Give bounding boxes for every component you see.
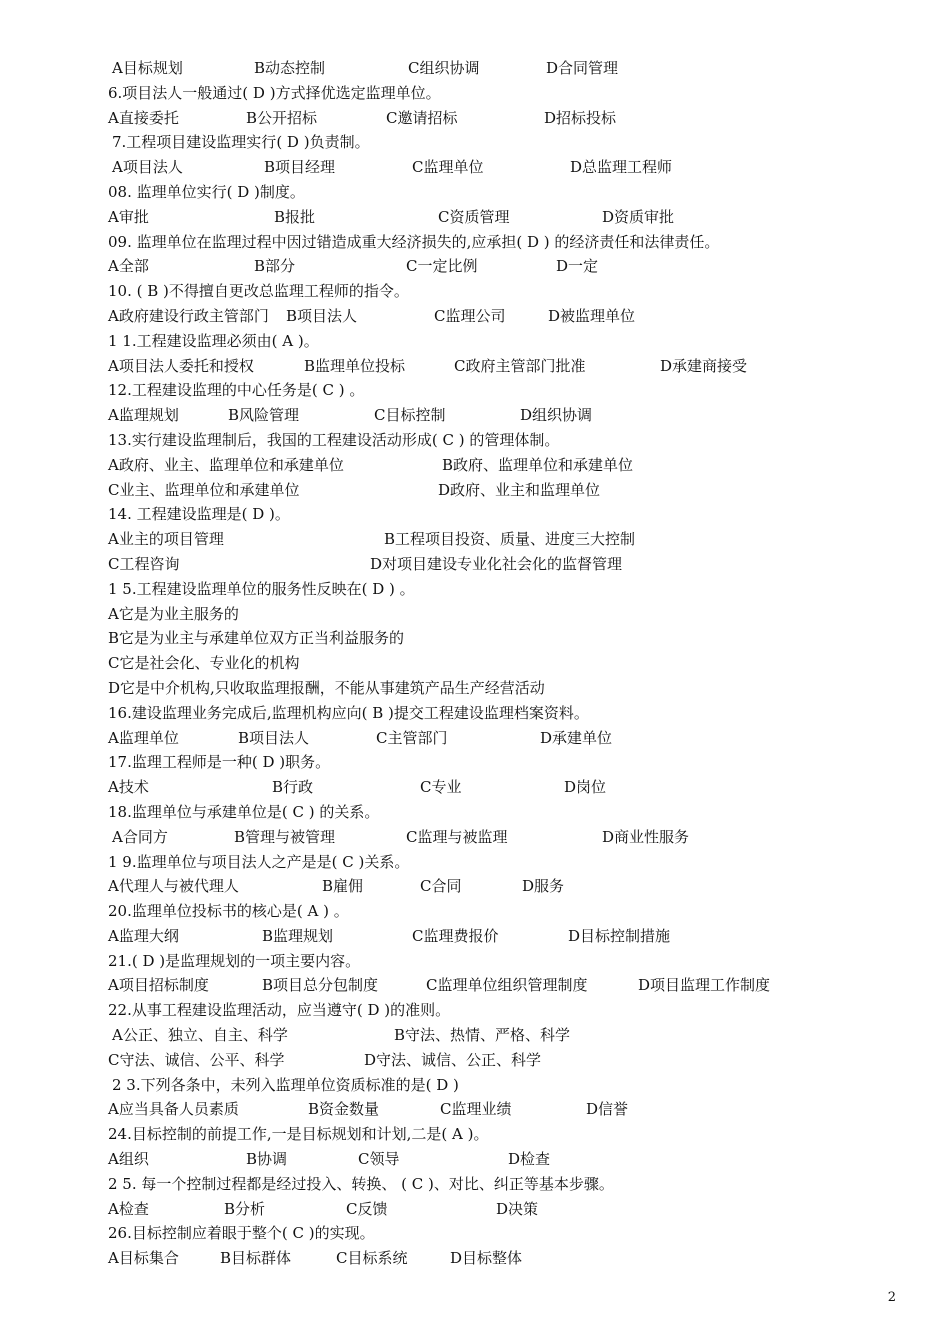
text-line <box>108 577 908 602</box>
text-line <box>108 1221 908 1246</box>
text-segment: B守法、热情、严格、科学 <box>394 1026 571 1045</box>
text-line <box>108 1147 908 1172</box>
text-segment: 24.目标控制的前提工作,一是目标规划和计划,二是( A )。 <box>108 1125 489 1144</box>
text-line <box>108 1073 908 1098</box>
text-segment: B工程项目投资、质量、进度三大控制 <box>384 530 636 549</box>
text-segment: B项目总分包制度 <box>262 976 379 995</box>
text-line <box>108 428 908 453</box>
text-line <box>108 602 908 627</box>
text-segment: A监理大纲 <box>108 926 179 945</box>
text-line <box>108 552 908 577</box>
text-segment: 2 3.下列各条中，未列入监理单位资质标准的是( D ) <box>112 1075 459 1094</box>
text-segment: D总监理工程师 <box>570 158 673 177</box>
text-segment: D承建商接受 <box>660 356 748 375</box>
text-segment: D政府、业主和监理单位 <box>438 480 601 499</box>
text-segment: C工程咨询 <box>108 554 180 573</box>
text-line <box>108 478 908 503</box>
text-segment: B政府、监理单位和承建单位 <box>442 455 634 474</box>
text-segment: C一定比例 <box>406 257 478 276</box>
text-line <box>108 403 908 428</box>
text-line <box>108 354 908 379</box>
text-segment: 20.监理单位投标书的核心是( A ) 。 <box>108 902 349 921</box>
text-line <box>108 1048 908 1073</box>
text-segment: 22.从事工程建设监理活动，应当遵守( D )的准则。 <box>108 1001 451 1020</box>
text-line <box>108 180 908 205</box>
text-segment: A代理人与被代理人 <box>108 877 239 896</box>
text-segment: A组织 <box>108 1150 149 1169</box>
text-segment: B动态控制 <box>254 59 326 77</box>
text-segment: A项目法人委托和授权 <box>108 356 254 375</box>
text-segment: A合同方 <box>112 827 168 846</box>
text-segment: D信誉 <box>586 1100 629 1119</box>
text-segment: C业主、监理单位和承建单位 <box>108 480 300 499</box>
text-segment: D合同管理 <box>546 59 619 77</box>
text-line <box>108 1023 908 1048</box>
text-segment: A项目法人 <box>112 158 183 177</box>
text-segment: D被监理单位 <box>548 306 636 325</box>
text-segment: D目标整体 <box>450 1249 523 1268</box>
text-line <box>108 899 908 924</box>
text-segment: A检查 <box>108 1199 149 1218</box>
text-segment: C它是社会化、专业化的机构 <box>108 654 300 673</box>
text-segment: A目标规划 <box>112 59 183 77</box>
text-line <box>108 850 908 875</box>
text-line <box>108 527 908 552</box>
text-segment: B监理单位投标 <box>304 356 406 375</box>
text-segment: B项目法人 <box>238 728 310 747</box>
text-line <box>108 279 908 304</box>
text-segment: D决策 <box>496 1199 539 1218</box>
text-segment: C反馈 <box>346 1199 388 1218</box>
text-segment: 6.项目法人一般通过( D )方式择优选定监理单位。 <box>108 83 441 102</box>
text-segment: B行政 <box>272 778 314 797</box>
text-segment: D对项目建设专业化社会化的监督管理 <box>370 554 623 573</box>
text-segment: 16.建设监理业务完成后,监理机构应向( B )提交工程建设监理档案资料。 <box>108 703 589 722</box>
text-segment: A政府建设行政主管部门 <box>108 306 269 325</box>
text-line <box>108 130 908 155</box>
text-segment: C监理公司 <box>434 306 506 325</box>
text-segment: C组织协调 <box>408 59 480 77</box>
text-segment: C邀请招标 <box>386 108 458 127</box>
text-segment: A项目招标制度 <box>108 976 209 995</box>
text-segment: D招标投标 <box>544 108 617 127</box>
text-segment: A技术 <box>108 778 149 797</box>
text-segment: C监理费报价 <box>412 926 499 945</box>
text-segment: A监理规划 <box>108 406 179 425</box>
text-line <box>108 1246 908 1271</box>
text-line <box>108 106 908 131</box>
text-segment: D资质审批 <box>602 207 675 226</box>
text-line <box>108 329 908 354</box>
text-segment: 13.实行建设监理制后，我国的工程建设活动形成( C ) 的管理体制。 <box>108 430 560 449</box>
text-line <box>108 230 908 255</box>
text-line <box>108 626 908 651</box>
text-segment: 1 5.工程建设监理单位的服务性反映在( D ) 。 <box>108 579 415 598</box>
text-line <box>108 726 908 751</box>
text-segment: C领导 <box>358 1150 400 1169</box>
text-segment: 12.工程建设监理的中心任务是( C ) 。 <box>108 381 365 400</box>
text-segment: 1 9.监理单位与项目法人之产是是( C )关系。 <box>108 852 410 871</box>
text-segment: A审批 <box>108 207 149 226</box>
text-segment: D项目监理工作制度 <box>638 976 771 995</box>
text-segment: A全部 <box>108 257 149 276</box>
text-segment: B雇佣 <box>322 877 364 896</box>
text-segment: C目标系统 <box>336 1249 408 1268</box>
text-segment: C合同 <box>420 877 462 896</box>
text-segment: D守法、诚信、公正、科学 <box>364 1050 542 1069</box>
text-segment: D商业性服务 <box>602 827 690 846</box>
text-line <box>108 949 908 974</box>
text-line <box>108 825 908 850</box>
text-segment: D一定 <box>556 257 599 276</box>
text-segment: A政府、业主、监理单位和承建单位 <box>108 455 344 474</box>
text-segment: B分析 <box>224 1199 266 1218</box>
text-segment: C监理单位 <box>412 158 484 177</box>
text-segment: B项目经理 <box>264 158 336 177</box>
text-line <box>108 750 908 775</box>
text-segment: B监理规划 <box>262 926 334 945</box>
text-segment: B协调 <box>246 1150 288 1169</box>
text-segment: D目标控制措施 <box>568 926 671 945</box>
text-segment: B报批 <box>274 207 316 226</box>
text-line <box>108 378 908 403</box>
text-segment: C监理业绩 <box>440 1100 512 1119</box>
text-line <box>108 998 908 1023</box>
text-segment: B部分 <box>254 257 296 276</box>
text-line <box>108 205 908 230</box>
text-segment: B管理与被管理 <box>234 827 336 846</box>
text-line <box>108 304 908 329</box>
text-segment: B风险管理 <box>228 406 300 425</box>
text-segment: 21.( D )是监理规划的一项主要内容。 <box>108 951 361 970</box>
text-segment: 14. 工程建设监理是( D )。 <box>108 505 290 524</box>
text-segment: C主管部门 <box>376 728 448 747</box>
text-segment: D服务 <box>522 877 565 896</box>
text-line <box>108 924 908 949</box>
text-segment: 08. 监理单位实行( D )制度。 <box>108 182 305 201</box>
text-line <box>108 651 908 676</box>
text-segment: B目标群体 <box>220 1249 292 1268</box>
text-line <box>108 1197 908 1222</box>
text-segment: D岗位 <box>564 778 607 797</box>
text-line <box>108 775 908 800</box>
text-segment: A直接委托 <box>108 108 179 127</box>
text-line <box>108 701 908 726</box>
page-number: 2 <box>887 1290 896 1305</box>
text-line <box>108 453 908 478</box>
text-segment: 18.监理单位与承建单位是( C ) 的关系。 <box>108 802 380 821</box>
text-segment: C监理与被监理 <box>406 827 508 846</box>
text-segment: C监理单位组织管理制度 <box>426 976 588 995</box>
text-segment: C政府主管部门批准 <box>454 356 586 375</box>
text-line <box>108 81 908 106</box>
text-line <box>108 973 908 998</box>
text-line <box>108 155 908 180</box>
text-line <box>108 1172 908 1197</box>
text-segment: 7.工程项目建设监理实行( D )负责制。 <box>112 133 370 152</box>
text-segment: 1 1.工程建设监理必须由( A )。 <box>108 331 319 350</box>
text-segment: B它是为业主与承建单位双方正当利益服务的 <box>108 629 405 648</box>
text-segment: C资质管理 <box>438 207 510 226</box>
text-segment: C守法、诚信、公平、科学 <box>108 1050 285 1069</box>
text-segment: 10. ( B )不得擅自更改总监理工程师的指令。 <box>108 282 409 301</box>
text-line <box>108 676 908 701</box>
text-segment: B资金数量 <box>308 1100 380 1119</box>
text-segment: A目标集合 <box>108 1249 179 1268</box>
text-segment: A监理单位 <box>108 728 179 747</box>
text-segment: A它是为业主服务的 <box>108 604 239 623</box>
text-line <box>108 502 908 527</box>
text-line <box>108 254 908 279</box>
text-segment: B项目法人 <box>286 306 358 325</box>
text-segment: D组织协调 <box>520 406 593 425</box>
text-line <box>108 800 908 825</box>
text-segment: B公开招标 <box>246 108 318 127</box>
text-segment: A业主的项目管理 <box>108 530 224 549</box>
text-segment: C专业 <box>420 778 462 797</box>
text-segment: A公正、独立、自主、科学 <box>112 1026 288 1045</box>
text-segment: D它是中介机构,只收取监理报酬，不能从事建筑产品生产经营活动 <box>108 678 545 697</box>
text-segment: A应当具备人员素质 <box>108 1100 239 1119</box>
text-segment: D检查 <box>508 1150 551 1169</box>
text-segment: D承建单位 <box>540 728 613 747</box>
text-line <box>108 1122 908 1147</box>
text-line <box>108 874 908 899</box>
text-segment: C目标控制 <box>374 406 446 425</box>
text-segment: 09. 监理单位在监理过程中因过错造成重大经济损失的,应承担( D ) 的经济责任和法律责任。 <box>108 232 720 251</box>
text-segment: 17.监理工程师是一种( D )职务。 <box>108 753 331 772</box>
question-list <box>108 56 908 1271</box>
text-segment: 26.目标控制应着眼于整个( C )的实现。 <box>108 1224 375 1243</box>
text-line <box>108 56 908 81</box>
text-segment: 2 5. 每一个控制过程都是经过投入、转换、 ( C )、对比、纠正等基本步骤。 <box>108 1174 614 1193</box>
text-line <box>108 1097 908 1122</box>
